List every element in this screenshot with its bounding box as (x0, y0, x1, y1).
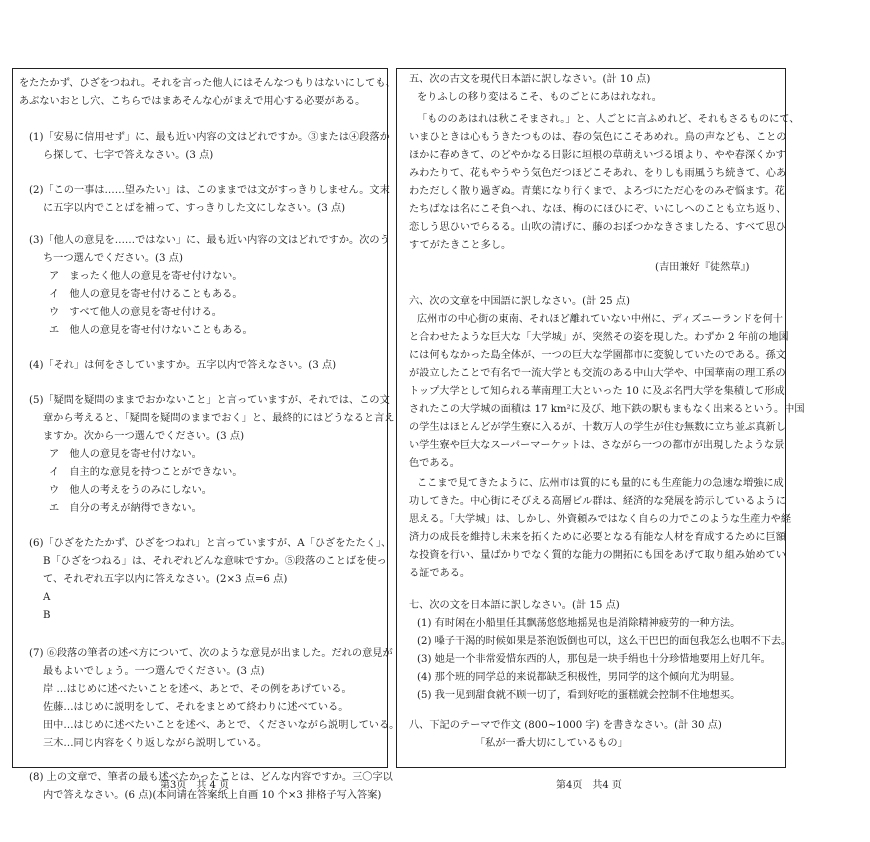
right-page-line: (吉田兼好『徒然草』) (655, 262, 750, 273)
left-page-line: B「ひざをつねる」は、それぞれどんな意味ですか。⑤段落のことばを使っ (43, 556, 387, 567)
left-page-line: ら探して、七字で答えなさい。(3 点) (43, 150, 214, 161)
right-page-line: (2) 嗓子干渴的时候如果是茶泡饭倒也可以，这么干巴巴的面包我怎么也咽不下去。 (417, 636, 792, 647)
left-page-line: あぶないおとし穴、こちらではまあそんな心がまえで用心する必要がある。 (19, 96, 366, 107)
left-page-line: ア 他人の意見を寄せ付けない。 (49, 449, 202, 460)
left-page-line: ウ すべて他人の意見を寄せ付ける。 (49, 307, 222, 318)
left-page-line: イ 他人の意見を寄せ付けることもある。 (49, 289, 243, 300)
left-page-line: 章から考えると、「疑問を疑問のままでおく」と、最終的にはどうなると言え (43, 413, 395, 424)
left-page-line: (1)「安易に信用せず」に、最も近い内容の文はどれですか。③または④段落か (29, 132, 390, 143)
left-page-line: 内で答えなさい。(6 点)(本问请在答案纸上自画 10 个×3 排格子写入答案) (43, 790, 382, 801)
right-page-line: (5) 我一见到甜食就不顾一切了，看到好吃的蛋糕就会控制不住地想买。 (417, 690, 741, 701)
right-page-line: (3) 她是一个非常爱惜东西的人，那包是一块手绢也十分珍惜地要用上好几年。 (417, 654, 771, 665)
right-page-line: みわたりて、花もやうやう気色だつほどこそあれ、をりしも雨風うち続きて、心あ (409, 168, 787, 179)
right-page-line: トップ大学として知られる華南理工大といった 10 に及ぶ名門大学を集積して形成 (409, 386, 785, 397)
right-page-line: 思える。「大学城」は、しかし、外資頼みではなく自らの力でこのような生産力や経 (409, 514, 792, 525)
right-page-line: (1) 有时闲在小船里任其飘荡悠悠地摇晃也是消除精神疲劳的一种方法。 (417, 618, 741, 629)
right-page-line: 六、次の文章を中国語に訳しなさい。(計 25 点) (409, 296, 630, 307)
left-page-line: に五字以内でことばを補って、すっきりした文にしなさい。(3 点) (43, 203, 346, 214)
right-page-line: 七、次の文を日本語に訳しなさい。(計 15 点) (409, 600, 620, 611)
left-page-line: エ 自分の考えが納得できない。 (49, 503, 202, 514)
right-page-line: すてがたきこと多し。 (409, 240, 512, 251)
left-page-line: (8) 上の文章で、筆者の最も述べたかったことは、どんな内容ですか。三〇字以 (29, 772, 393, 783)
right-page-line: たちばなは名にこそ負へれ、なほ、梅のにほひにぞ、いにしへのことも立ち返り、 (409, 204, 787, 215)
right-page-line: な投資を行い、量ばかりでなく質的な能力の開拓にも国をあげて取り組み始めてい (409, 550, 786, 561)
left-page-line: (6)「ひざをたたかず、ひざをつねれ」と言っていますが、A「ひざをたたく」、 (29, 538, 392, 549)
right-page-line: ここまで見てきたように、広州市は質的にも量的にも生産能力の急速な増強に成 (417, 478, 784, 489)
right-page-line: い学生寮や巨大なスーパーマーケットは、さながら一つの都市が出現したような景 (409, 440, 785, 451)
right-page-line: 「もののあはれは秋こそまされ。」と、人ごとに言ふめれど、それもさるものにて、 (417, 114, 800, 125)
left-page-line: 佐藤…はじめに説明をして、それをまとめて終わりに述べている。 (43, 702, 349, 713)
right-page-line: いまひときは心もうきたつものは、春の気色にこそあめれ。鳥の声なども、ことの (409, 132, 787, 143)
exam-page-4 (396, 68, 805, 768)
right-page-line: 「私が一番大切にしているもの」 (475, 738, 628, 749)
right-page-line: 五、次の古文を現代日本語に訳しなさい。(計 10 点) (409, 74, 651, 85)
right-page-line: と合わせたような巨大な「大学城」が、突然その姿を現した。わずか 2 年前の地図 (409, 332, 789, 343)
left-page-line: ますか。次から一つ選んでください。(3 点) (43, 431, 245, 442)
page-number-left: 第3页 共 4 页 (160, 780, 230, 791)
page-number-right: 第4页 共4 页 (556, 780, 622, 791)
left-page-line: 最もよいでしょう。一つ選んでください。(3 点) (43, 666, 265, 677)
right-page-line: わただしく散り過ぎぬ。青葉になり行くまで、よろづにただ心をのみぞ悩ます。花 (409, 186, 785, 197)
left-page-line: 田中…はじめに述べたいことを述べ、あとで、くださいながら説明している。 (43, 720, 400, 731)
right-page-line: る証である。 (409, 568, 471, 579)
left-page-line: (4)「それ」は何をさしていますか。五字以内で答えなさい。(3 点) (29, 360, 337, 371)
right-page-line: 功してきた。中心街にそびえる高層ビル群は、経済的な発展を誇示しているように (409, 496, 786, 507)
right-page-line: 八、下記のテーマで作文 (800~1000 字) を書きなさい。(計 30 点) (409, 720, 722, 731)
left-page-line: A (43, 592, 51, 603)
left-page-line: ウ 他人の考えをうのみにしない。 (49, 485, 212, 496)
right-page-line: の学生はほとんどが学生寮に入るが、十数万人の学生が住む無数に立ち並ぶ真新し (409, 422, 786, 433)
right-page-line: 色である。 (409, 458, 460, 469)
right-page-line: ほかに春めきて、のどやかなる日影に垣根の草萌えいづる頃より、やや春深くかす (409, 150, 786, 161)
left-page-line: (5)「疑問を疑問のままでおかないこと」と言っていますが、それでは、この文 (29, 395, 390, 406)
left-page-line: イ 自主的な意見を持つことができない。 (49, 467, 243, 478)
left-page-line: て、それぞれ五字以内に答えなさい。(2×3 点=6 点) (43, 574, 288, 585)
right-page-line: (4) 那个班的同学总的来说都缺乏积极性，男同学的这个倾向尤为明显。 (417, 672, 741, 683)
left-page-line: 三木…同じ内容をくり返しながら説明している。 (43, 738, 268, 749)
right-page-line: 広州市の中心街の東南、それほど離れていない中州に、ディズニーランドを何十 (417, 314, 783, 325)
right-page-line: をりふしの移り変はるこそ、ものごとにあはれなれ。 (417, 92, 662, 103)
left-page-line: B (43, 610, 51, 621)
left-page-line: (3)「他人の意見を……ではない」に、最も近い内容の文はどれですか。次のう (29, 235, 390, 246)
left-page-line: 岸 …はじめに述べたいことを述べ、あとで、その例をあげている。 (43, 684, 352, 695)
left-page-line: ち一つ選んでください。(3 点) (43, 253, 183, 264)
left-page-line: ア まったく他人の意見を寄せ付けない。 (49, 271, 243, 282)
right-page-line: 恋しう思ひいでらるる。山吹の清げに、藤のおぼつかなきさましたる、すべて思ひ (409, 222, 786, 233)
left-page-line: エ 他人の意見を寄せ付けないこともある。 (49, 325, 253, 336)
left-page-line: をたたかず、ひざをつねれ。それを言った他人にはそんなつもりはないにしても、 (19, 78, 396, 89)
left-page-line: (2)「この一事は……望みたい」は、このままでは文がすっきりしません。文末 (29, 185, 390, 196)
right-page-line: には何もなかった島全体が、一つの巨大な学園都市に変貌していたのである。孫文 (409, 350, 786, 361)
right-page-line: されたこの大学城の面積は 17 km²に及び、地下鉄の駅もまもなく出来るという。中国 (409, 404, 805, 415)
right-page-line: が設立したことで有名で一流大学とも交流のある中山大学や、中国華南の理工系の (409, 368, 786, 379)
left-page-line: (7) ⑥段落の筆者の述べ方について、次のような意見が出ました。だれの意見が (29, 648, 393, 659)
right-page-line: 済力の成長を維持し未来を拓くために必要となる有能な人材を育成するために巨額 (409, 532, 786, 543)
